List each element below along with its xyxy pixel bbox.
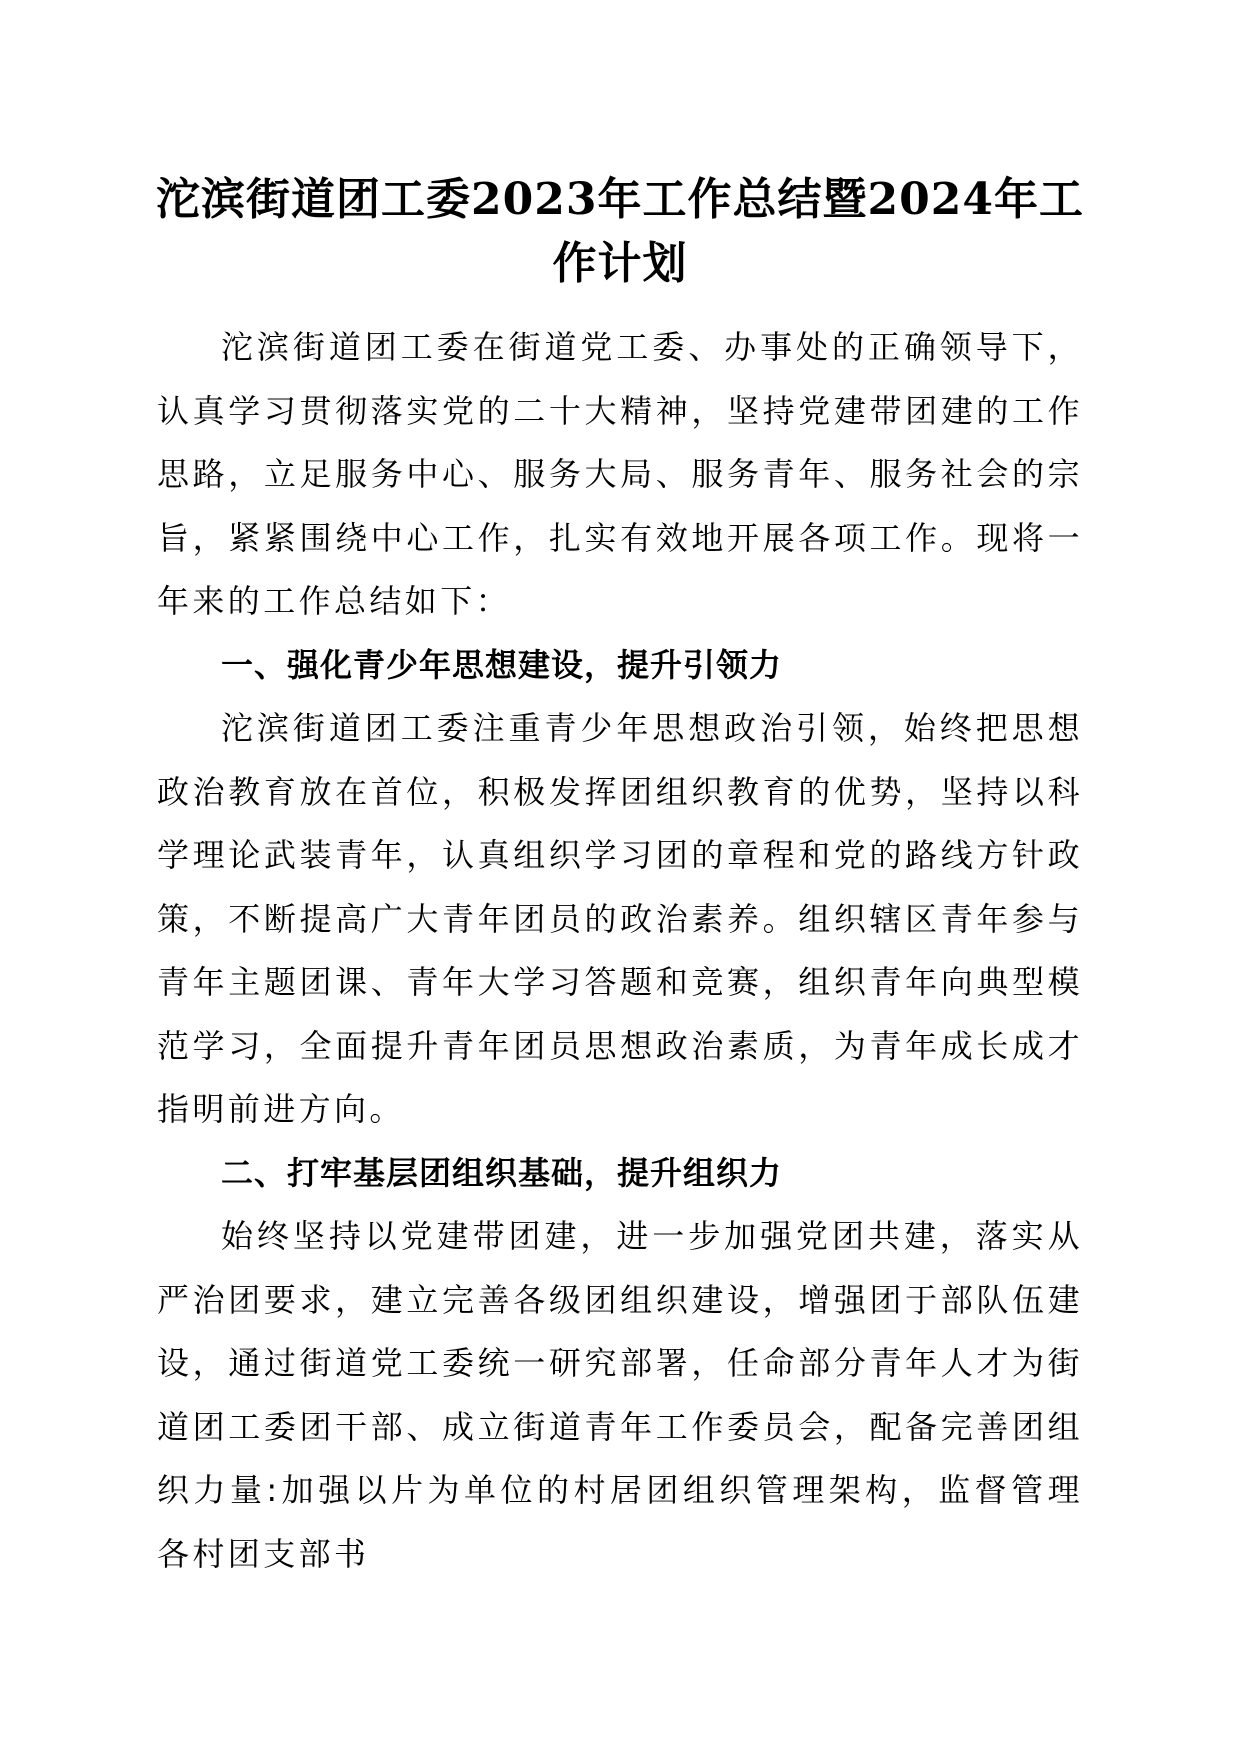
document-title: 沱滨街道团工委2023年工作总结暨2024年工作计划: [156, 174, 1084, 289]
section-1-body: 沱滨街道团工委注重青少年思想政治引领，始终把思想政治教育放在首位，积极发挥团组织教育的优势，坚持以科学理论武装青年，认真组织学习团的章程和党的路线方针政策，不断提高广大青年团员的政治素养。组织辖区青年参与青年主题团课、青年大学习答题和竞赛，组织青年向典型模范学习，全面提升青年团员思想政治素质，为青年成长成才指明前进方向。: [157, 709, 1083, 1128]
document-body: [157, 316, 1083, 1586]
section-1-heading: 一、强化青少年思想建设，提升引领力: [221, 645, 783, 684]
section-2-heading: 二、打牢基层团组织基础，提升组织力: [221, 1153, 783, 1192]
section-2-body: 始终坚持以党建带团建，进一步加强党团共建，落实从严治团要求，建立完善各级团组织建设，增强团于部队伍建设，通过街道党工委统一研究部署，任命部分青年人才为街道团工委团干部、成立街道青年工作委员会，配备完善团组织力量:加强以片为单位的村居团组织管理架构，监督管理各村团支部书: [157, 1217, 1083, 1573]
intro-paragraph: 沱滨街道团工委在街道党工委、办事处的正确领导下，认真学习贯彻落实党的二十大精神，坚持党建带团建的工作思路，立足服务中心、服务大局、服务青年、服务社会的宗旨，紧紧围绕中心工作，扎实有效地开展各项工作。现将一年来的工作总结如下：: [157, 328, 1083, 620]
